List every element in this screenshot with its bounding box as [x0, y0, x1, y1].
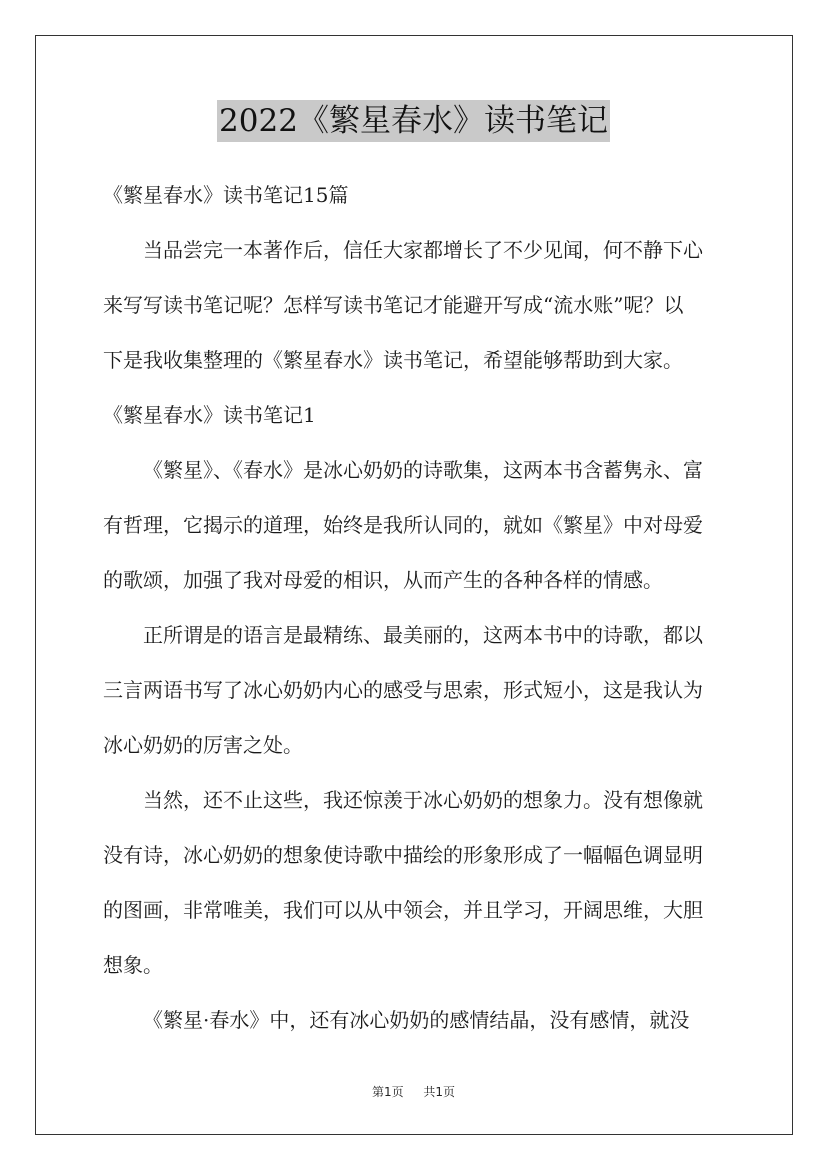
paragraph-line: 冰心奶奶的厉害之处。 [103, 733, 303, 757]
paragraph-line: 有哲理，它揭示的道理，始终是我所认同的，就如《繁星》中对母爱 [103, 513, 703, 537]
paragraph-line: 没有诗，冰心奶奶的想象使诗歌中描绘的形象形成了一幅幅色调显明 [103, 843, 703, 867]
paragraph-line: 的图画，非常唯美，我们可以从中领会，并且学习，开阔思维，大胆 [103, 898, 703, 922]
section-heading: 《繁星春水》读书笔记1 [103, 403, 316, 427]
paragraph-line: 来写写读书笔记呢？怎样写读书笔记才能避开写成“流水账”呢？以 [103, 293, 684, 317]
paragraph-line: 当然，还不止这些，我还惊羡于冰心奶奶的想象力。没有想像就 [143, 788, 703, 812]
paragraph-line: 当品尝完一本著作后，信任大家都增长了不少见闻，何不静下心 [143, 238, 703, 262]
document-title: 2022《繁星春水》读书笔记 [217, 100, 610, 142]
page-total: 共1页 [423, 1085, 455, 1099]
paragraph-line: 《繁星·春水》中，还有冰心奶奶的感情结晶，没有感情，就没 [143, 1008, 690, 1032]
paragraph-line: 三言两语书写了冰心奶奶内心的感受与思索，形式短小，这是我认为 [103, 678, 703, 702]
paragraph-line: 想象。 [103, 953, 163, 977]
paragraph-line: 下是我收集整理的《繁星春水》读书笔记，希望能够帮助到大家。 [103, 348, 683, 372]
page-footer [0, 1083, 827, 1100]
title-container [0, 100, 827, 142]
paragraph-line: 的歌颂，加强了我对母爱的相识，从而产生的各种各样的情感。 [103, 568, 663, 592]
document-body [103, 177, 728, 1057]
subtitle-line: 《繁星春水》读书笔记15篇 [103, 183, 349, 207]
paragraph-line: 《繁星》、《春水》是冰心奶奶的诗歌集，这两本书含蓄隽永、富 [143, 458, 703, 482]
page-number: 第1页 [372, 1085, 404, 1099]
paragraph-line: 正所谓是的语言是最精练、最美丽的，这两本书中的诗歌，都以 [143, 623, 703, 647]
